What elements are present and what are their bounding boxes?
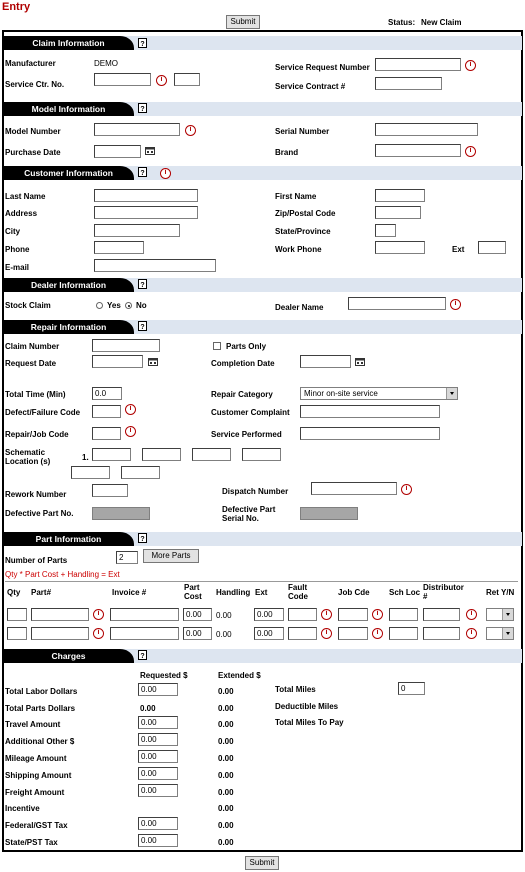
charge-label-mileage: Mileage Amount <box>5 754 67 763</box>
info-icon[interactable]: i <box>372 609 383 620</box>
purchase-date-label: Purchase Date <box>5 148 61 157</box>
complaint-label: Customer Complaint <box>211 408 290 417</box>
charge-label-additional: Additional Other $ <box>5 737 75 746</box>
info-icon[interactable]: i <box>93 609 104 620</box>
last-name-label: Last Name <box>5 192 46 201</box>
part-row-1-fault-code[interactable] <box>288 608 317 621</box>
col-job-code: Job Cde <box>338 588 370 597</box>
part-row-2-ext[interactable]: 0.00 <box>254 627 284 640</box>
service-performed-input[interactable] <box>300 427 440 440</box>
help-icon[interactable] <box>138 103 147 113</box>
service-request-input[interactable] <box>375 58 461 71</box>
help-icon[interactable] <box>138 321 147 331</box>
address-input[interactable] <box>94 206 198 219</box>
col-ret: Ret Y/N <box>486 588 515 597</box>
part-row-1-job-code[interactable] <box>338 608 368 621</box>
charge-requested-parts: 0.00 <box>140 704 156 713</box>
svg-text:?: ? <box>140 41 145 48</box>
charge-requested-freight[interactable]: 0.00 <box>138 784 178 797</box>
charge-requested-mileage[interactable]: 0.00 <box>138 750 178 763</box>
repair-code-label: Repair/Job Code <box>5 430 69 439</box>
info-icon[interactable]: i <box>466 609 477 620</box>
calendar-icon[interactable] <box>145 146 155 155</box>
service-ctr-suffix-input[interactable] <box>174 73 200 86</box>
charge-extended-incentive: 0.00 <box>218 804 234 813</box>
address-label: Address <box>5 209 38 218</box>
help-icon[interactable] <box>138 279 147 289</box>
zip-label: Zip/Postal Code <box>275 209 336 218</box>
svg-text:?: ? <box>140 282 145 289</box>
model-number-input[interactable] <box>94 123 180 136</box>
col-ext: Ext <box>255 588 268 597</box>
part-row-1-part[interactable] <box>31 608 89 621</box>
service-ctr-input[interactable] <box>94 73 151 86</box>
info-icon[interactable]: i <box>160 168 171 179</box>
claim-number-input[interactable] <box>92 339 160 352</box>
part-row-2-handling: 0.00 <box>216 630 232 639</box>
info-icon[interactable]: i <box>125 426 136 437</box>
charge-extended-state-tax: 0.00 <box>218 838 234 847</box>
phone-label: Phone <box>5 245 30 254</box>
part-row-2-qty[interactable] <box>7 627 27 640</box>
info-icon[interactable]: i <box>125 404 136 415</box>
info-icon[interactable]: i <box>465 146 476 157</box>
schematic-location-2[interactable] <box>142 448 181 461</box>
info-icon[interactable]: i <box>321 628 332 639</box>
zip-input[interactable] <box>375 206 421 219</box>
charge-label-shipping: Shipping Amount <box>5 771 72 780</box>
completion-date-label: Completion Date <box>211 359 275 368</box>
schematic-num: 1. <box>82 453 89 462</box>
first-name-label: First Name <box>275 192 317 201</box>
dealer-name-label: Dealer Name <box>275 303 324 312</box>
state-input[interactable] <box>375 224 396 237</box>
part-row-1-qty[interactable] <box>7 608 27 621</box>
repair-category-label: Repair Category <box>211 390 273 399</box>
info-icon[interactable]: i <box>450 299 461 310</box>
parts-table-header-line <box>5 581 518 582</box>
brand-input[interactable] <box>375 144 461 157</box>
total-time-label: Total Time (Min) <box>5 390 66 399</box>
schematic-location-5[interactable] <box>71 466 110 479</box>
model-header: Model Information <box>3 102 134 116</box>
help-icon[interactable] <box>138 38 147 48</box>
service-performed-label: Service Performed <box>211 430 282 439</box>
first-name-input[interactable] <box>375 189 425 202</box>
manufacturer-value: DEMO <box>94 59 118 68</box>
charge-label-travel: Travel Amount <box>5 720 61 729</box>
submit-button-bottom[interactable]: Submit <box>245 856 279 870</box>
calendar-icon[interactable] <box>355 357 365 366</box>
charges-header: Charges <box>3 649 134 663</box>
col-invoice: Invoice # <box>112 588 147 597</box>
charge-label-federal-tax: Federal/GST Tax <box>5 821 68 830</box>
col-qty: Qty <box>7 588 21 597</box>
total-miles-label: Total Miles <box>275 685 316 694</box>
charge-requested-travel[interactable]: 0.00 <box>138 716 178 729</box>
svg-text:?: ? <box>140 170 145 177</box>
rework-label: Rework Number <box>5 490 67 499</box>
charge-extended-travel: 0.00 <box>218 720 234 729</box>
dispatch-input[interactable] <box>311 482 397 495</box>
help-icon[interactable] <box>138 533 147 543</box>
service-ctr-label: Service Ctr. No. <box>5 80 65 89</box>
parts-header: Part Information <box>3 532 134 546</box>
service-contract-label: Service Contract # <box>275 82 346 91</box>
number-of-parts-label: Number of Parts <box>5 556 68 565</box>
help-icon[interactable] <box>138 167 147 177</box>
ext-label: Ext <box>452 245 465 254</box>
part-row-1-handling: 0.00 <box>216 611 232 620</box>
defective-serial-label: Defective Part Serial No. <box>222 505 276 523</box>
col-part: Part# <box>31 588 52 597</box>
info-icon[interactable]: i <box>185 125 196 136</box>
part-row-2-invoice[interactable] <box>110 627 179 640</box>
info-icon[interactable]: i <box>372 628 383 639</box>
charge-extended-additional: 0.00 <box>218 737 234 746</box>
charge-requested-labor[interactable]: 0.00 <box>138 683 178 696</box>
calendar-icon[interactable] <box>148 357 158 366</box>
charge-extended-freight: 0.00 <box>218 788 234 797</box>
part-row-1-part-cost[interactable]: 0.00 <box>183 608 212 621</box>
defect-input[interactable] <box>92 405 121 418</box>
requested-header: Requested $ <box>140 671 188 680</box>
charge-label-parts: Total Parts Dollars <box>5 704 76 713</box>
total-miles-pay-label: Total Miles To Pay <box>275 718 344 727</box>
info-icon[interactable]: i <box>321 609 332 620</box>
charge-extended-labor: 0.00 <box>218 687 234 696</box>
charge-label-labor: Total Labor Dollars <box>5 687 78 696</box>
no-label: No <box>136 301 147 310</box>
number-of-parts-input[interactable]: 2 <box>116 551 138 564</box>
repair-category-select[interactable] <box>300 387 458 400</box>
request-date-input[interactable] <box>92 355 143 368</box>
charge-requested-state-tax[interactable]: 0.00 <box>138 834 178 847</box>
info-icon[interactable]: i <box>156 75 167 86</box>
stock-claim-label: Stock Claim <box>5 301 51 310</box>
dealer-name-input[interactable] <box>348 297 446 310</box>
extended-header: Extended $ <box>218 671 261 680</box>
dispatch-label: Dispatch Number <box>222 487 289 496</box>
defective-part-input <box>92 507 150 520</box>
charge-label-state-tax: State/PST Tax <box>5 838 58 847</box>
charge-requested-federal-tax[interactable]: 0.00 <box>138 817 178 830</box>
charge-label-freight: Freight Amount <box>5 788 65 797</box>
deductible-miles-label: Deductible Miles <box>275 702 339 711</box>
col-sch-loc: Sch Loc <box>389 588 421 597</box>
defect-label: Defect/Failure Code <box>5 408 81 417</box>
status-label: Status: <box>388 18 416 27</box>
info-icon[interactable]: i <box>466 628 477 639</box>
rework-input[interactable] <box>92 484 128 497</box>
ext-input[interactable] <box>478 241 506 254</box>
parts-only-checkbox[interactable] <box>213 342 221 350</box>
service-contract-input[interactable] <box>375 77 442 90</box>
chevron-down-icon[interactable] <box>502 628 513 639</box>
col-part-cost: Part Cost <box>184 583 202 601</box>
schematic-location-3[interactable] <box>192 448 231 461</box>
more-parts-button[interactable]: More Parts <box>143 549 199 563</box>
phone-input[interactable] <box>94 241 144 254</box>
part-row-1-distributor[interactable] <box>423 608 460 621</box>
email-input[interactable] <box>94 259 216 272</box>
chevron-down-icon[interactable] <box>502 609 513 620</box>
part-row-2-fault-code[interactable] <box>288 627 317 640</box>
completion-date-input[interactable] <box>300 355 351 368</box>
dealer-header: Dealer Information <box>3 278 134 292</box>
parts-only-label: Parts Only <box>226 342 267 351</box>
purchase-date-input[interactable] <box>94 145 141 158</box>
schematic-location-1[interactable] <box>92 448 131 461</box>
serial-number-input[interactable] <box>375 123 478 136</box>
svg-text:?: ? <box>140 324 145 331</box>
defective-part-label: Defective Part No. <box>5 509 74 518</box>
submit-button-top[interactable]: Submit <box>226 15 260 29</box>
col-handling: Handling <box>216 588 251 597</box>
schematic-location-6[interactable] <box>121 466 160 479</box>
service-request-label: Service Request Number <box>275 63 370 72</box>
serial-number-label: Serial Number <box>275 127 330 136</box>
svg-text:?: ? <box>140 106 145 113</box>
part-row-1-invoice[interactable] <box>110 608 179 621</box>
info-icon[interactable]: i <box>401 484 412 495</box>
city-input[interactable] <box>94 224 180 237</box>
chevron-down-icon[interactable] <box>446 388 457 399</box>
repair-category-value: Minor on-site service <box>304 389 378 398</box>
schematic-location-4[interactable] <box>242 448 281 461</box>
charge-extended-shipping: 0.00 <box>218 771 234 780</box>
stock-claim-no-radio[interactable] <box>125 302 132 309</box>
status-value: New Claim <box>421 18 462 27</box>
stock-claim-yes-radio[interactable] <box>96 302 103 309</box>
customer-header: Customer Information <box>3 166 134 180</box>
state-label: State/Province <box>275 227 331 236</box>
email-label: E-mail <box>5 263 30 272</box>
charge-extended-parts: 0.00 <box>218 704 234 713</box>
part-row-1-ext[interactable]: 0.00 <box>254 608 284 621</box>
yes-label: Yes <box>107 301 121 310</box>
total-time-input[interactable]: 0.0 <box>92 387 122 400</box>
help-icon[interactable] <box>138 650 147 660</box>
charge-label-incentive: Incentive <box>5 804 40 813</box>
complaint-input[interactable] <box>300 405 440 418</box>
last-name-input[interactable] <box>94 189 198 202</box>
defective-serial-input <box>300 507 358 520</box>
svg-text:?: ? <box>140 536 145 543</box>
info-icon[interactable]: i <box>465 60 476 71</box>
charge-extended-mileage: 0.00 <box>218 754 234 763</box>
col-fault-code: Fault Code <box>288 583 308 601</box>
schematic-label: Schematic Location (s) <box>5 448 51 466</box>
work-phone-label: Work Phone <box>275 245 322 254</box>
svg-text:?: ? <box>140 653 145 660</box>
col-distributor: Distributor # <box>423 583 464 601</box>
page-title: Entry <box>2 1 31 13</box>
part-row-2-sch-loc[interactable] <box>389 627 418 640</box>
charge-extended-federal-tax: 0.00 <box>218 821 234 830</box>
part-row-2-distributor[interactable] <box>423 627 460 640</box>
charge-requested-shipping[interactable]: 0.00 <box>138 767 178 780</box>
brand-label: Brand <box>275 148 299 157</box>
repair-code-input[interactable] <box>92 427 121 440</box>
part-row-2-part-cost[interactable]: 0.00 <box>183 627 212 640</box>
manufacturer-label: Manufacturer <box>5 59 56 68</box>
request-date-label: Request Date <box>5 359 57 368</box>
part-row-2-part[interactable] <box>31 627 89 640</box>
part-row-2-job-code[interactable] <box>338 627 368 640</box>
city-label: City <box>5 227 21 236</box>
repair-header: Repair Information <box>3 320 134 334</box>
work-phone-input[interactable] <box>375 241 425 254</box>
part-row-1-sch-loc[interactable] <box>389 608 418 621</box>
model-number-label: Model Number <box>5 127 61 136</box>
parts-formula: Qty * Part Cost + Handling = Ext <box>5 570 120 579</box>
part-row-2-ret-select[interactable] <box>486 627 514 640</box>
info-icon[interactable]: i <box>93 628 104 639</box>
total-miles-input[interactable]: 0 <box>398 682 425 695</box>
claim-header: Claim Information <box>3 36 134 50</box>
part-row-1-ret-select[interactable] <box>486 608 514 621</box>
charge-requested-additional[interactable]: 0.00 <box>138 733 178 746</box>
claim-number-label: Claim Number <box>5 342 60 351</box>
